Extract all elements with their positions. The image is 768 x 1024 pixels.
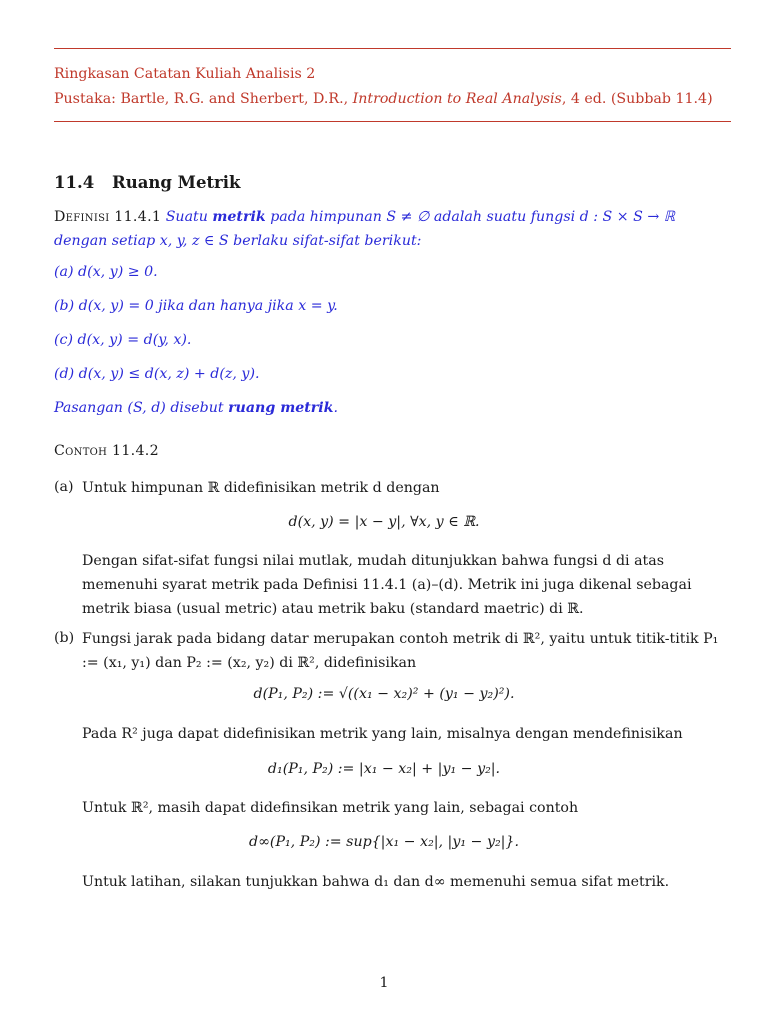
example-b-intro: Fungsi jarak pada bidang datar merupakan contoh metrik di ℝ², yaitu untuk titik-titik P₁ := (x₁, y₁) dan P₂ := (x₂, y₂) di ℝ², didefinisikan	[82, 631, 719, 671]
example-b-label: (b)	[54, 630, 75, 646]
term-ruang-metrik: ruang metrik	[228, 400, 334, 416]
example-b-text-4: Untuk latihan, silakan tunjukkan bahwa d₁ dan d∞ memenuhi semua sifat metrik.	[82, 874, 670, 890]
section-heading	[54, 173, 240, 192]
page-header	[54, 62, 731, 112]
header-reference-line: Pustaka: Bartle, R.G. and Sherbert, D.R., Introduction to Real Analysis, 4 ed. (Subbab 11.4)	[54, 91, 713, 107]
term-metrik: metrik	[212, 209, 266, 225]
example-b-equation-taxicab: d₁(P₁, P₂) := |x₁ − x₂| + |y₁ − y₂|.	[267, 761, 501, 777]
example-b-equation-euclid: d(P₁, P₂) := √((x₁ − x₂)² + (y₁ − y₂)²).	[253, 686, 515, 702]
definition-closing: Pasangan (S, d) disebut ruang metrik.	[54, 400, 339, 416]
definition-item-c: (c) d(x, y) = d(y, x).	[54, 332, 192, 348]
definition-item-a: (a) d(x, y) ≥ 0.	[54, 264, 158, 280]
header-bottom-rule	[54, 121, 731, 122]
example-b-text-2: Pada R² juga dapat didefinisikan metrik yang lain, misalnya dengan mendefinisikan	[82, 726, 683, 742]
reference-book-title: Introduction to Real Analysis	[352, 91, 562, 107]
page-number: 1	[379, 975, 389, 991]
definition-label: Definisi 11.4.1	[54, 209, 162, 225]
example-b-equation-sup: d∞(P₁, P₂) := sup{|x₁ − x₂|, |y₁ − y₂|}.	[249, 834, 519, 850]
section-title: Ruang Metrik	[112, 173, 241, 192]
definition-item-d: (d) d(x, y) ≤ d(x, z) + d(z, y).	[54, 366, 260, 382]
example-a-intro: Untuk himpunan ℝ didefinisikan metrik d dengan	[82, 480, 440, 496]
example-label: Contoh 11.4.2	[54, 443, 159, 459]
example-b-text-3: Untuk ℝ², masih dapat didefinsikan metrik yang lain, sebagai contoh	[82, 800, 579, 816]
example-a-equation: d(x, y) = |x − y|, ∀x, y ∈ ℝ.	[288, 514, 480, 530]
example-a-label: (a)	[54, 479, 74, 495]
section-number: 11.4	[54, 173, 95, 192]
definition-block	[54, 205, 731, 253]
header-course-line: Ringkasan Catatan Kuliah Analisis 2	[54, 66, 316, 82]
header-top-rule	[54, 48, 731, 49]
definition-item-b: (b) d(x, y) = 0 jika dan hanya jika x = y.	[54, 298, 338, 314]
definition-text: Suatu metrik pada himpunan S ≠ ∅ adalah suatu fungsi d : S × S → ℝ dengan setiap x, y, z ∈ S berlaku sifat-sifat berikut:	[54, 209, 676, 249]
example-a-body: Dengan sifat-sifat fungsi nilai mutlak, mudah ditunjukkan bahwa fungsi d di atas memenuhi syarat metrik pada Definisi 11.4.1 (a)–(d). Metrik ini juga dikenal sebagai metrik biasa (usual metric) atau metrik baku (standard maetric) di ℝ.	[82, 553, 692, 617]
